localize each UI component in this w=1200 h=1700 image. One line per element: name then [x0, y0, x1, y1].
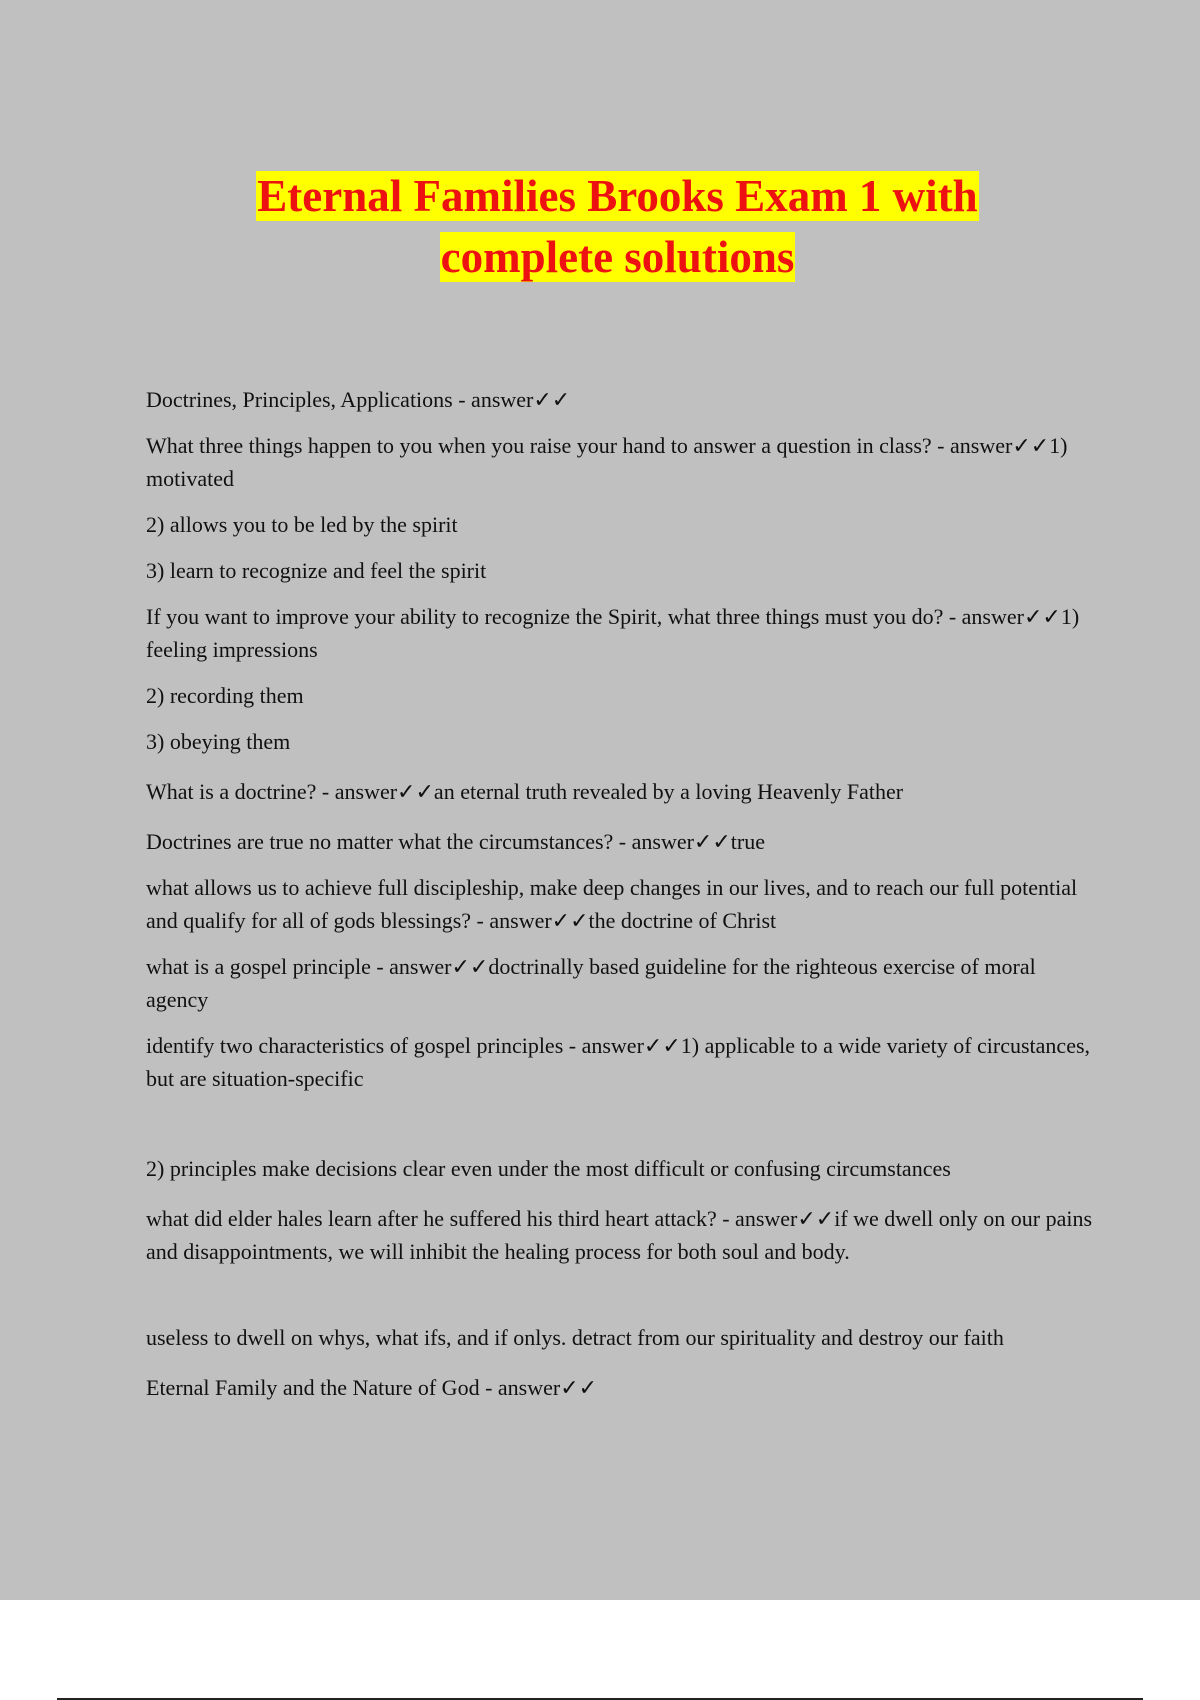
paragraph: If you want to improve your ability to recognize the Spirit, what three things must you do? - answer✓✓1) feeling impressions	[146, 604, 1080, 662]
paragraph: Doctrines, Principles, Applications - answer✓✓	[146, 387, 571, 412]
paragraph: 3) learn to recognize and feel the spirit	[146, 558, 487, 583]
paragraph: What is a doctrine? - answer✓✓an eternal truth revealed by a loving Heavenly Father	[146, 779, 904, 804]
paragraph: Doctrines are true no matter what the circumstances? - answer✓✓true	[146, 829, 765, 854]
paragraph: 2) allows you to be led by the spirit	[146, 512, 458, 537]
paragraph: 3) obeying them	[146, 729, 291, 754]
paragraph: 2) principles make decisions clear even under the most difficult or confusing circumstances	[146, 1156, 951, 1181]
paragraph: what did elder hales learn after he suffered his third heart attack? - answer✓✓if we dwell only on our pains and disappointments, we will inhibit the healing process for both soul and body.	[146, 1206, 1093, 1264]
paragraph: 2) recording them	[146, 683, 304, 708]
paragraph: what is a gospel principle - answer✓✓doctrinally based guideline for the righteous exercise of moral agency	[146, 954, 1036, 1012]
title-line-1: Eternal Families Brooks Exam 1 with	[257, 171, 978, 221]
paragraph: What three things happen to you when you raise your hand to answer a question in class? - answer✓✓1) motivated	[146, 433, 1068, 491]
title-line-2: complete solutions	[440, 232, 795, 282]
paragraph: useless to dwell on whys, what ifs, and if onlys. detract from our spirituality and destroy our faith	[146, 1325, 1004, 1350]
paragraph: Eternal Family and the Nature of God - answer✓✓	[146, 1375, 598, 1400]
document-title	[0, 166, 1200, 288]
paragraph: what allows us to achieve full discipleship, make deep changes in our lives, and to reach our full potential and qualify for all of gods blessings? - answer✓✓the doctrine of Christ	[146, 875, 1078, 933]
paragraph: identify two characteristics of gospel principles - answer✓✓1) applicable to a wide variety of circustances, but are situation-specific	[146, 1033, 1091, 1091]
document-body	[146, 383, 1096, 1404]
